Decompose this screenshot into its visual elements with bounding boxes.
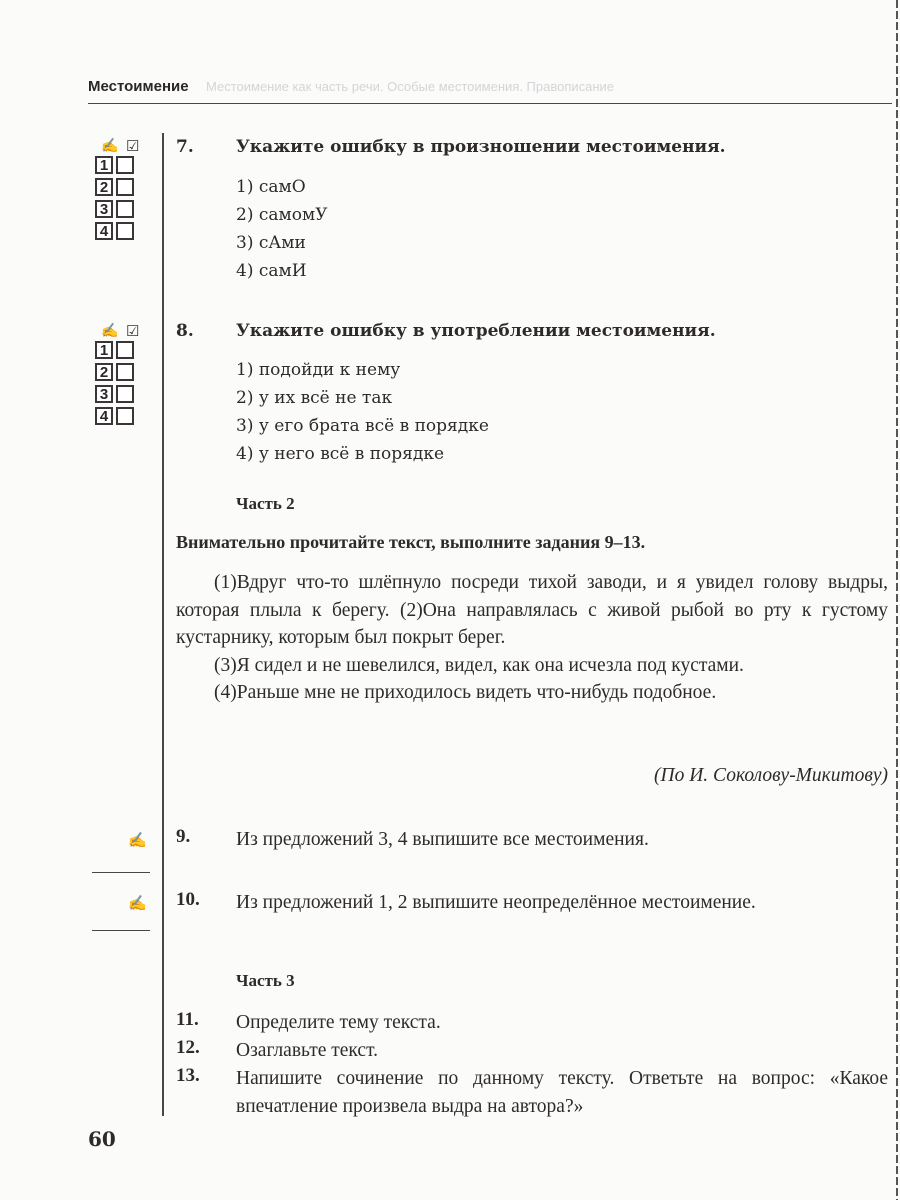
option: 2) у их всё не так — [236, 388, 393, 408]
answer-grid-q7 — [95, 137, 147, 244]
task-text: Напишите сочинение по данному тексту. Ответьте на вопрос: «Какое впечатление произвела выдра на автора?» — [236, 1068, 888, 1117]
option: 1) подойди к нему — [236, 360, 401, 380]
grid-number: 1 — [95, 156, 113, 174]
option: 4) самИ — [236, 261, 307, 281]
task-number: 9. — [176, 826, 191, 847]
task-text: Из предложений 3, 4 выпишите все местоимения. — [236, 829, 649, 850]
task-number: 11. — [176, 1009, 199, 1030]
grid-number: 4 — [95, 407, 113, 425]
answer-checkbox[interactable] — [116, 178, 134, 196]
reading-passage — [176, 569, 888, 707]
passage-paragraph: (3)Я сидел и не шевелился, видел, как она исчезла под кустами. — [214, 654, 744, 676]
pen-icon: ✍ — [128, 831, 147, 849]
option: 3) сАми — [236, 233, 306, 253]
pen-icon: ✍ — [101, 323, 119, 339]
answer-checkbox[interactable] — [116, 407, 134, 425]
passage-paragraph: (1)Вдруг что-то шлёпнуло посреди тихой заводи, и я увидел голову выдры, которая плыла к берегу. (2)Она направлялась с живой рыбой во рту к густому кустарнику, которым был покрыт берег. — [176, 572, 888, 648]
option: 2) самомУ — [236, 205, 328, 225]
option: 3) у его брата всё в порядке — [236, 416, 489, 436]
margin-divider — [162, 133, 164, 1116]
option: 1) самО — [236, 177, 306, 197]
passage-source: (По И. Соколову-Микитову) — [654, 765, 888, 786]
grid-number: 4 — [95, 222, 113, 240]
checkbox-icon: ☑ — [126, 137, 140, 155]
page-edge — [896, 0, 898, 1200]
task-text: Из предложений 1, 2 выпишите неопределённое местоимение. — [236, 892, 756, 913]
answer-grid-q8 — [95, 322, 147, 429]
grid-number: 2 — [95, 363, 113, 381]
question-text: Укажите ошибку в употреблении местоимения. — [236, 321, 716, 341]
task-number: 13. — [176, 1065, 200, 1086]
grid-number: 2 — [95, 178, 113, 196]
running-header — [88, 78, 892, 104]
question-number: 8. — [176, 321, 194, 341]
task-text: Определите тему текста. — [236, 1012, 441, 1033]
part-2-instruction: Внимательно прочитайте текст, выполните задания 9–13. — [176, 532, 646, 552]
answer-checkbox[interactable] — [116, 156, 134, 174]
task-number: 12. — [176, 1037, 200, 1058]
answer-checkbox[interactable] — [116, 363, 134, 381]
pen-icon: ✍ — [101, 138, 119, 154]
grid-number: 3 — [95, 385, 113, 403]
grid-number: 3 — [95, 200, 113, 218]
section-title: Местоимение — [88, 78, 189, 95]
answer-line[interactable] — [92, 930, 150, 931]
task-number: 10. — [176, 889, 200, 910]
part-2-title: Часть 2 — [236, 494, 295, 513]
question-number: 7. — [176, 137, 194, 157]
answer-line[interactable] — [92, 872, 150, 873]
option: 4) у него всё в порядке — [236, 444, 445, 464]
answer-checkbox[interactable] — [116, 222, 134, 240]
answer-checkbox[interactable] — [116, 341, 134, 359]
answer-checkbox[interactable] — [116, 200, 134, 218]
grid-number: 1 — [95, 341, 113, 359]
answer-checkbox[interactable] — [116, 385, 134, 403]
part-3-title: Часть 3 — [236, 971, 295, 990]
task-text: Озаглавьте текст. — [236, 1040, 378, 1061]
question-text: Укажите ошибку в произношении местоимения. — [236, 137, 726, 157]
bleed-through-text: Местоимение как часть речи. Особые местоимения. Правописание — [206, 79, 615, 94]
passage-paragraph: (4)Раньше мне не приходилось видеть что-нибудь подобное. — [214, 682, 717, 703]
pen-icon: ✍ — [128, 894, 147, 912]
page-number: 60 — [88, 1127, 116, 1151]
header-rule — [88, 103, 892, 104]
checkbox-icon: ☑ — [126, 322, 140, 340]
